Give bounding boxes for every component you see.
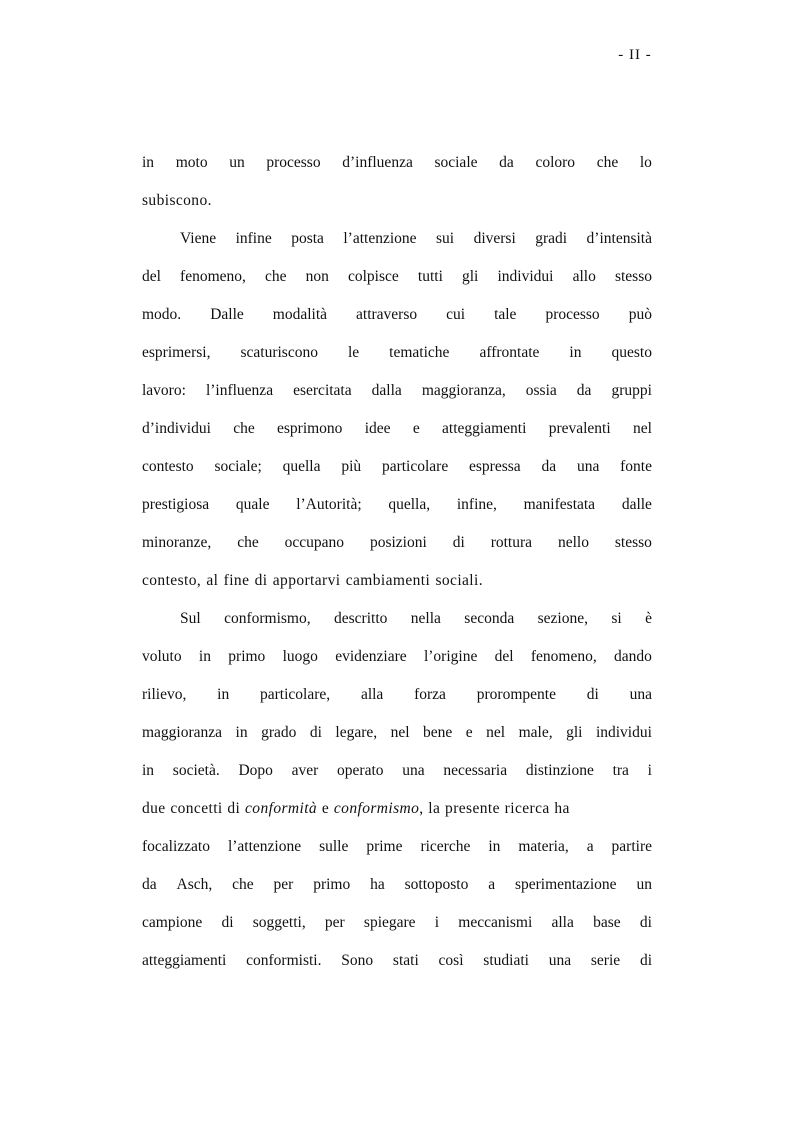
- word: maggioranza: [142, 724, 223, 741]
- word: e: [412, 420, 420, 437]
- word: una: [548, 952, 572, 969]
- word: primo: [313, 876, 351, 893]
- text-line: [142, 752, 652, 790]
- word: non: [305, 268, 329, 285]
- word: una: [629, 686, 652, 703]
- word: esercitata: [293, 382, 352, 399]
- word: coloro: [535, 154, 576, 171]
- word: ossia: [525, 382, 557, 399]
- word: così: [438, 952, 464, 969]
- text-line: [142, 790, 652, 828]
- word: d’individui: [142, 420, 211, 437]
- word: sui: [436, 230, 455, 247]
- word: l’origine: [423, 648, 478, 665]
- word: un: [636, 876, 652, 893]
- word: l’attenzione: [227, 838, 302, 855]
- text-line: [142, 714, 652, 752]
- word: particolare,: [260, 686, 331, 703]
- word: prevalenti: [548, 420, 611, 437]
- word: che: [233, 420, 255, 437]
- word: maggioranza,: [421, 382, 506, 399]
- word: forza: [414, 686, 446, 703]
- word: dalle: [621, 496, 652, 513]
- word: esprimono: [277, 420, 343, 437]
- word: tutti: [417, 268, 443, 285]
- text-line: [142, 904, 652, 942]
- word: sociale: [434, 154, 478, 171]
- word: primo: [228, 648, 266, 665]
- word: in: [198, 648, 211, 665]
- word: minoranze,: [142, 534, 212, 551]
- word: dalla: [371, 382, 402, 399]
- word: tale: [494, 306, 517, 323]
- word: soggetti,: [252, 914, 306, 931]
- word: occupano: [284, 534, 345, 551]
- text-line: [142, 676, 652, 714]
- word: manifestata: [523, 496, 596, 513]
- word: esprimersi,: [142, 344, 211, 361]
- word: nella: [410, 610, 441, 627]
- term-conformismo: conformismo: [333, 800, 420, 817]
- word: atteggiamenti: [442, 420, 527, 437]
- word: a: [586, 838, 594, 855]
- word: d’influenza: [342, 154, 413, 171]
- word: evidenziare: [335, 648, 407, 665]
- word: prime: [366, 838, 403, 855]
- word: nel: [390, 724, 410, 741]
- word: allo: [572, 268, 596, 285]
- word: nel: [486, 724, 506, 741]
- word: legare,: [335, 724, 378, 741]
- word: società.: [172, 762, 220, 779]
- word: sociale;: [214, 458, 262, 475]
- word: le: [347, 344, 360, 361]
- word: quella,: [388, 496, 431, 513]
- word: espressa: [469, 458, 521, 475]
- word: moto: [175, 154, 208, 171]
- word: in: [235, 724, 248, 741]
- word: Sono: [341, 952, 374, 969]
- text-line: [142, 144, 652, 182]
- word: bene: [423, 724, 453, 741]
- text-line: subiscono.: [142, 192, 212, 209]
- word: fenomeno,: [180, 268, 246, 285]
- word: in: [488, 838, 501, 855]
- word: questo: [611, 344, 652, 361]
- word: sperimentazione: [514, 876, 617, 893]
- word: posizioni: [369, 534, 427, 551]
- word: per: [324, 914, 345, 931]
- word: processo: [266, 154, 321, 171]
- word: serie: [590, 952, 621, 969]
- word: l’Autorità;: [296, 496, 362, 513]
- word: diversi: [473, 230, 516, 247]
- word: d’intensità: [586, 230, 652, 247]
- text-line: [142, 296, 652, 334]
- word: alla: [551, 914, 574, 931]
- word: i: [647, 762, 652, 779]
- word: sezione,: [537, 610, 588, 627]
- word: una: [576, 458, 600, 475]
- word: che: [232, 876, 254, 893]
- word: descritto: [334, 610, 388, 627]
- word: seconda: [464, 610, 515, 627]
- word: Asch,: [176, 876, 213, 893]
- word: l’influenza: [205, 382, 274, 399]
- text-line: [142, 524, 652, 562]
- word: stati: [392, 952, 419, 969]
- text-line: [142, 942, 652, 980]
- text-line: [142, 600, 652, 638]
- term-conformita: conformità: [245, 800, 318, 817]
- word: quella: [282, 458, 321, 475]
- word: spiegare: [363, 914, 416, 931]
- word: di: [586, 686, 599, 703]
- word: posta: [291, 230, 324, 247]
- word: gli: [566, 724, 583, 741]
- text-line: [142, 258, 652, 296]
- word: modo.: [142, 306, 182, 323]
- word: che: [237, 534, 259, 551]
- word: di: [639, 914, 652, 931]
- word: una: [402, 762, 425, 779]
- text-fragment: due concetti di: [142, 800, 246, 817]
- word: quale: [235, 496, 270, 513]
- word: tra: [612, 762, 629, 779]
- word: Dopo: [238, 762, 273, 779]
- word: contesto: [142, 458, 194, 475]
- word: è: [645, 610, 652, 627]
- word: a: [488, 876, 496, 893]
- word: individui: [595, 724, 652, 741]
- word: da: [541, 458, 557, 475]
- word: gli: [462, 268, 479, 285]
- word: aver: [291, 762, 319, 779]
- word: del: [494, 648, 514, 665]
- text-line: [142, 372, 652, 410]
- word: prestigiosa: [142, 496, 210, 513]
- word: dando: [614, 648, 652, 665]
- word: conformismo,: [224, 610, 311, 627]
- word: in: [142, 762, 155, 779]
- word: idee: [364, 420, 391, 437]
- body-text: [142, 144, 652, 980]
- word: partire: [611, 838, 652, 855]
- word: studiati: [483, 952, 529, 969]
- word: e: [465, 724, 473, 741]
- text-line: [142, 448, 652, 486]
- text-line: [142, 410, 652, 448]
- text-line: contesto, al fine di apportarvi cambiamenti sociali.: [142, 572, 484, 589]
- word: conformisti.: [246, 952, 322, 969]
- word: per: [273, 876, 294, 893]
- word: Dalle: [210, 306, 244, 323]
- word: particolare: [381, 458, 449, 475]
- word: ha: [370, 876, 385, 893]
- word: materia,: [518, 838, 569, 855]
- word: grado: [261, 724, 297, 741]
- word: nel: [632, 420, 652, 437]
- word: prorompente: [476, 686, 556, 703]
- word: sulle: [319, 838, 349, 855]
- word: distinzione: [525, 762, 594, 779]
- word: da: [576, 382, 592, 399]
- word: di: [221, 914, 234, 931]
- word: da: [499, 154, 514, 171]
- word: che: [596, 154, 619, 171]
- text-line: [142, 486, 652, 524]
- word: più: [341, 458, 362, 475]
- text-line: [142, 334, 652, 372]
- word: lavoro:: [142, 382, 186, 399]
- word: ricerche: [420, 838, 471, 855]
- word: può: [628, 306, 652, 323]
- word: tematiche: [389, 344, 450, 361]
- word: di: [452, 534, 465, 551]
- word: atteggiamenti: [142, 952, 227, 969]
- word: necessaria: [443, 762, 508, 779]
- word: del: [142, 268, 161, 285]
- text-line: [142, 220, 652, 258]
- word: di: [309, 724, 322, 741]
- word: modalità: [272, 306, 328, 323]
- word: in: [217, 686, 230, 703]
- word: male,: [518, 724, 553, 741]
- word: di: [639, 952, 652, 969]
- word: si: [611, 610, 622, 627]
- text-line: [142, 866, 652, 904]
- word: Sul: [180, 610, 201, 627]
- word: che: [265, 268, 287, 285]
- word: luogo: [282, 648, 318, 665]
- word: rilievo,: [142, 686, 187, 703]
- word: sottoposto: [404, 876, 469, 893]
- word: infine,: [456, 496, 497, 513]
- word: infine: [235, 230, 272, 247]
- word: operato: [337, 762, 384, 779]
- page-number: - II -: [618, 47, 652, 63]
- word: Viene: [180, 230, 217, 247]
- word: i: [434, 914, 440, 931]
- word: gradi: [535, 230, 568, 247]
- word: fonte: [620, 458, 652, 475]
- word: l’attenzione: [343, 230, 417, 247]
- word: nello: [557, 534, 589, 551]
- word: focalizzato: [142, 838, 210, 855]
- text-line: [142, 638, 652, 676]
- text-fragment: , la presente ricerca ha: [419, 800, 570, 817]
- word: fenomeno,: [530, 648, 597, 665]
- word: un: [229, 154, 245, 171]
- word: alla: [360, 686, 384, 703]
- word: cui: [446, 306, 466, 323]
- text-line: [142, 828, 652, 866]
- word: in: [569, 344, 582, 361]
- word: meccanismi: [458, 914, 533, 931]
- word: individui: [497, 268, 554, 285]
- word: stesso: [614, 268, 652, 285]
- word: affrontate: [479, 344, 540, 361]
- word: colpisce: [348, 268, 399, 285]
- text-fragment: e: [317, 800, 334, 817]
- word: lo: [639, 154, 652, 171]
- word: in: [142, 154, 155, 171]
- word: rottura: [490, 534, 533, 551]
- word: base: [593, 914, 621, 931]
- word: voluto: [142, 648, 182, 665]
- word: processo: [545, 306, 600, 323]
- word: attraverso: [356, 306, 418, 323]
- word: gruppi: [611, 382, 652, 399]
- word: da: [142, 876, 157, 893]
- word: scaturiscono: [240, 344, 318, 361]
- word: stesso: [614, 534, 652, 551]
- word: campione: [142, 914, 203, 931]
